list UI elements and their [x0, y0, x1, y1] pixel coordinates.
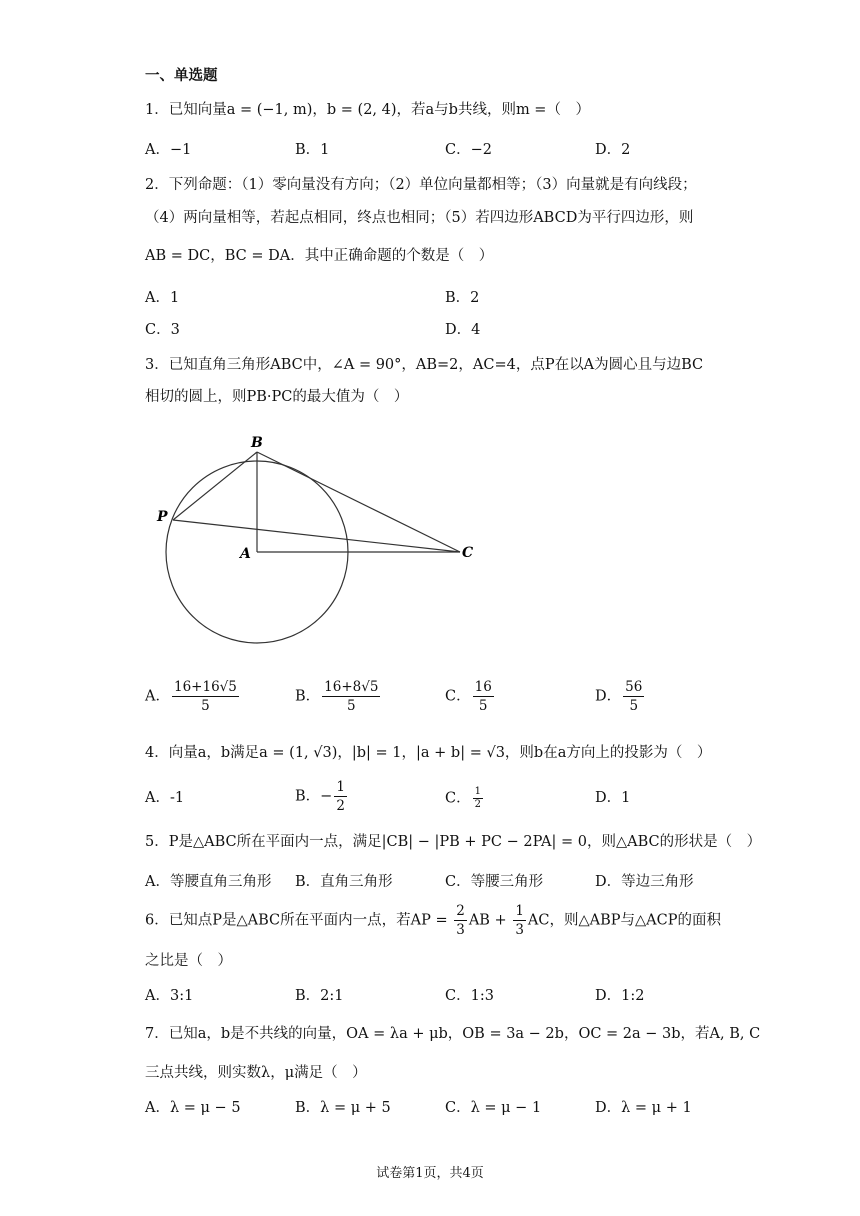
q6-fraction-one-third: [513, 902, 526, 939]
q3-option-b-label: B．: [295, 688, 321, 705]
question-6-line-1: [145, 902, 721, 939]
q6-option-a[interactable]: A．3:1: [145, 988, 194, 1004]
triangle-circle-figure: [150, 425, 490, 655]
q3-option-a[interactable]: [145, 678, 241, 715]
q3-option-a-denominator: 5: [201, 698, 210, 714]
q4-option-c[interactable]: [445, 786, 485, 811]
question-4-stem: 4．向量a，b满足a = (1, √3)，|b| = 1，|a + b| = √3，则b在a方向上的投影为（ ）: [145, 745, 712, 761]
segment-bc: [257, 452, 460, 552]
q4-option-b-denominator: 2: [336, 798, 345, 814]
q6-fraction-1-denominator: 3: [456, 922, 465, 938]
q1-option-d[interactable]: D．2: [595, 142, 631, 158]
question-2-line-2: （4）两向量相等，若起点相同，终点也相同；（5）若四边形ABCD为平行四边形，则: [145, 210, 694, 226]
q5-option-a[interactable]: A．等腰直角三角形: [145, 874, 272, 890]
q7-option-d[interactable]: D．λ = μ + 1: [595, 1100, 692, 1116]
q4-option-b[interactable]: [295, 778, 349, 815]
q6-fraction-2-numerator: 1: [515, 903, 524, 919]
q2-option-d[interactable]: D．4: [445, 322, 481, 338]
q3-option-c[interactable]: [445, 678, 496, 715]
segment-pb: [173, 452, 257, 520]
q3-option-c-label: C．: [445, 688, 471, 705]
q4-option-c-denominator: 2: [474, 799, 481, 810]
question-7-line-1: 7．已知a，b是不共线的向量，OA = λa + μb，OB = 3a − 2b，OC = 2a − 3b，若A, B, C: [145, 1026, 761, 1042]
q3-option-b-denominator: 5: [347, 698, 356, 714]
q7-option-b[interactable]: B．λ = μ + 5: [295, 1100, 391, 1116]
q3-option-d-denominator: 5: [629, 698, 639, 714]
q4-option-b-fraction: [334, 778, 347, 815]
q4-option-a[interactable]: A．-1: [145, 790, 185, 806]
question-1-stem: 1．已知向量a = (−1, m)，b = (2, 4)，若a与b共线，则m =（ ）: [145, 102, 590, 118]
page-footer: 试卷第1页，共4页: [376, 1166, 484, 1181]
q3-option-d-label: D．: [595, 688, 622, 705]
q5-option-c[interactable]: C．等腰三角形: [445, 874, 544, 890]
section-heading: 一、单选题: [145, 68, 218, 84]
label-b: B: [251, 435, 263, 451]
segment-pc: [173, 520, 460, 552]
question-6-line-2: 之比是（ ）: [145, 953, 232, 969]
q4-option-b-sign: −: [320, 788, 333, 805]
q3-option-c-numerator: 16: [474, 679, 492, 695]
q6-text-mid: AB +: [468, 912, 507, 929]
q3-option-d[interactable]: [595, 678, 646, 715]
q2-option-c[interactable]: C．3: [145, 322, 180, 338]
q4-option-b-label: B．: [295, 788, 321, 805]
q6-option-b[interactable]: B．2:1: [295, 988, 344, 1004]
q4-option-b-numerator: 1: [336, 779, 345, 795]
q7-option-c[interactable]: C．λ = μ − 1: [445, 1100, 542, 1116]
q4-option-c-label: C．: [445, 790, 471, 807]
q7-option-a[interactable]: A．λ = μ − 5: [145, 1100, 241, 1116]
q3-option-b-fraction: [322, 678, 380, 715]
q4-option-c-numerator: 1: [474, 786, 481, 797]
q2-option-b[interactable]: B．2: [445, 290, 480, 306]
question-3-line-1: 3．已知直角三角形ABC中，∠A = 90°，AB=2，AC=4，点P在以A为圆心且与边BC: [145, 357, 704, 373]
q4-option-d[interactable]: D．1: [595, 790, 631, 806]
q3-option-b[interactable]: [295, 678, 382, 715]
question-2-line-3: AB = DC，BC = DA．其中正确命题的个数是（ ）: [145, 248, 494, 264]
q5-option-d[interactable]: D．等边三角形: [595, 874, 694, 890]
q3-option-d-numerator: 56: [625, 679, 643, 695]
q6-option-c[interactable]: C．1:3: [445, 988, 494, 1004]
q6-option-d[interactable]: D．1:2: [595, 988, 645, 1004]
q3-option-d-fraction: [623, 678, 644, 715]
q6-text-post: AC，则△ABP与△ACP的面积: [527, 912, 721, 929]
q5-option-b[interactable]: B．直角三角形: [295, 874, 393, 890]
q3-option-a-fraction: [172, 678, 239, 715]
label-p: P: [157, 509, 168, 525]
question-3-line-2: 相切的圆上，则PB·PC的最大值为（ ）: [145, 389, 409, 405]
q6-fraction-1-numerator: 2: [456, 903, 465, 919]
q6-fraction-two-thirds: [454, 902, 467, 939]
label-a: A: [240, 546, 251, 562]
q2-option-a[interactable]: A．1: [145, 290, 180, 306]
question-2-line-1: 2．下列命题：（1）零向量没有方向；（2）单位向量都相等；（3）向量就是有向线段；: [145, 177, 697, 193]
q6-fraction-2-denominator: 3: [515, 922, 524, 938]
q1-option-a[interactable]: A．−1: [145, 142, 192, 158]
q3-option-c-denominator: 5: [478, 698, 488, 714]
label-c: C: [462, 545, 474, 561]
q3-option-c-fraction: [473, 678, 494, 715]
question-7-line-2: 三点共线，则实数λ，μ满足（ ）: [145, 1065, 367, 1081]
q3-option-a-label: A．: [145, 688, 170, 705]
q6-text-pre: 6．已知点P是△ABC所在平面内一点，若AP =: [145, 912, 448, 929]
q3-option-b-numerator: 16+8√5: [324, 679, 379, 695]
q3-option-a-numerator: 16+16√5: [173, 679, 237, 695]
q1-option-c[interactable]: C．−2: [445, 142, 492, 158]
question-5-stem: 5．P是△ABC所在平面内一点，满足|CB| − |PB + PC − 2PA| = 0，则△ABC的形状是（ ）: [145, 834, 762, 850]
q4-option-c-fraction: [473, 786, 483, 811]
q1-option-b[interactable]: B．1: [295, 142, 330, 158]
